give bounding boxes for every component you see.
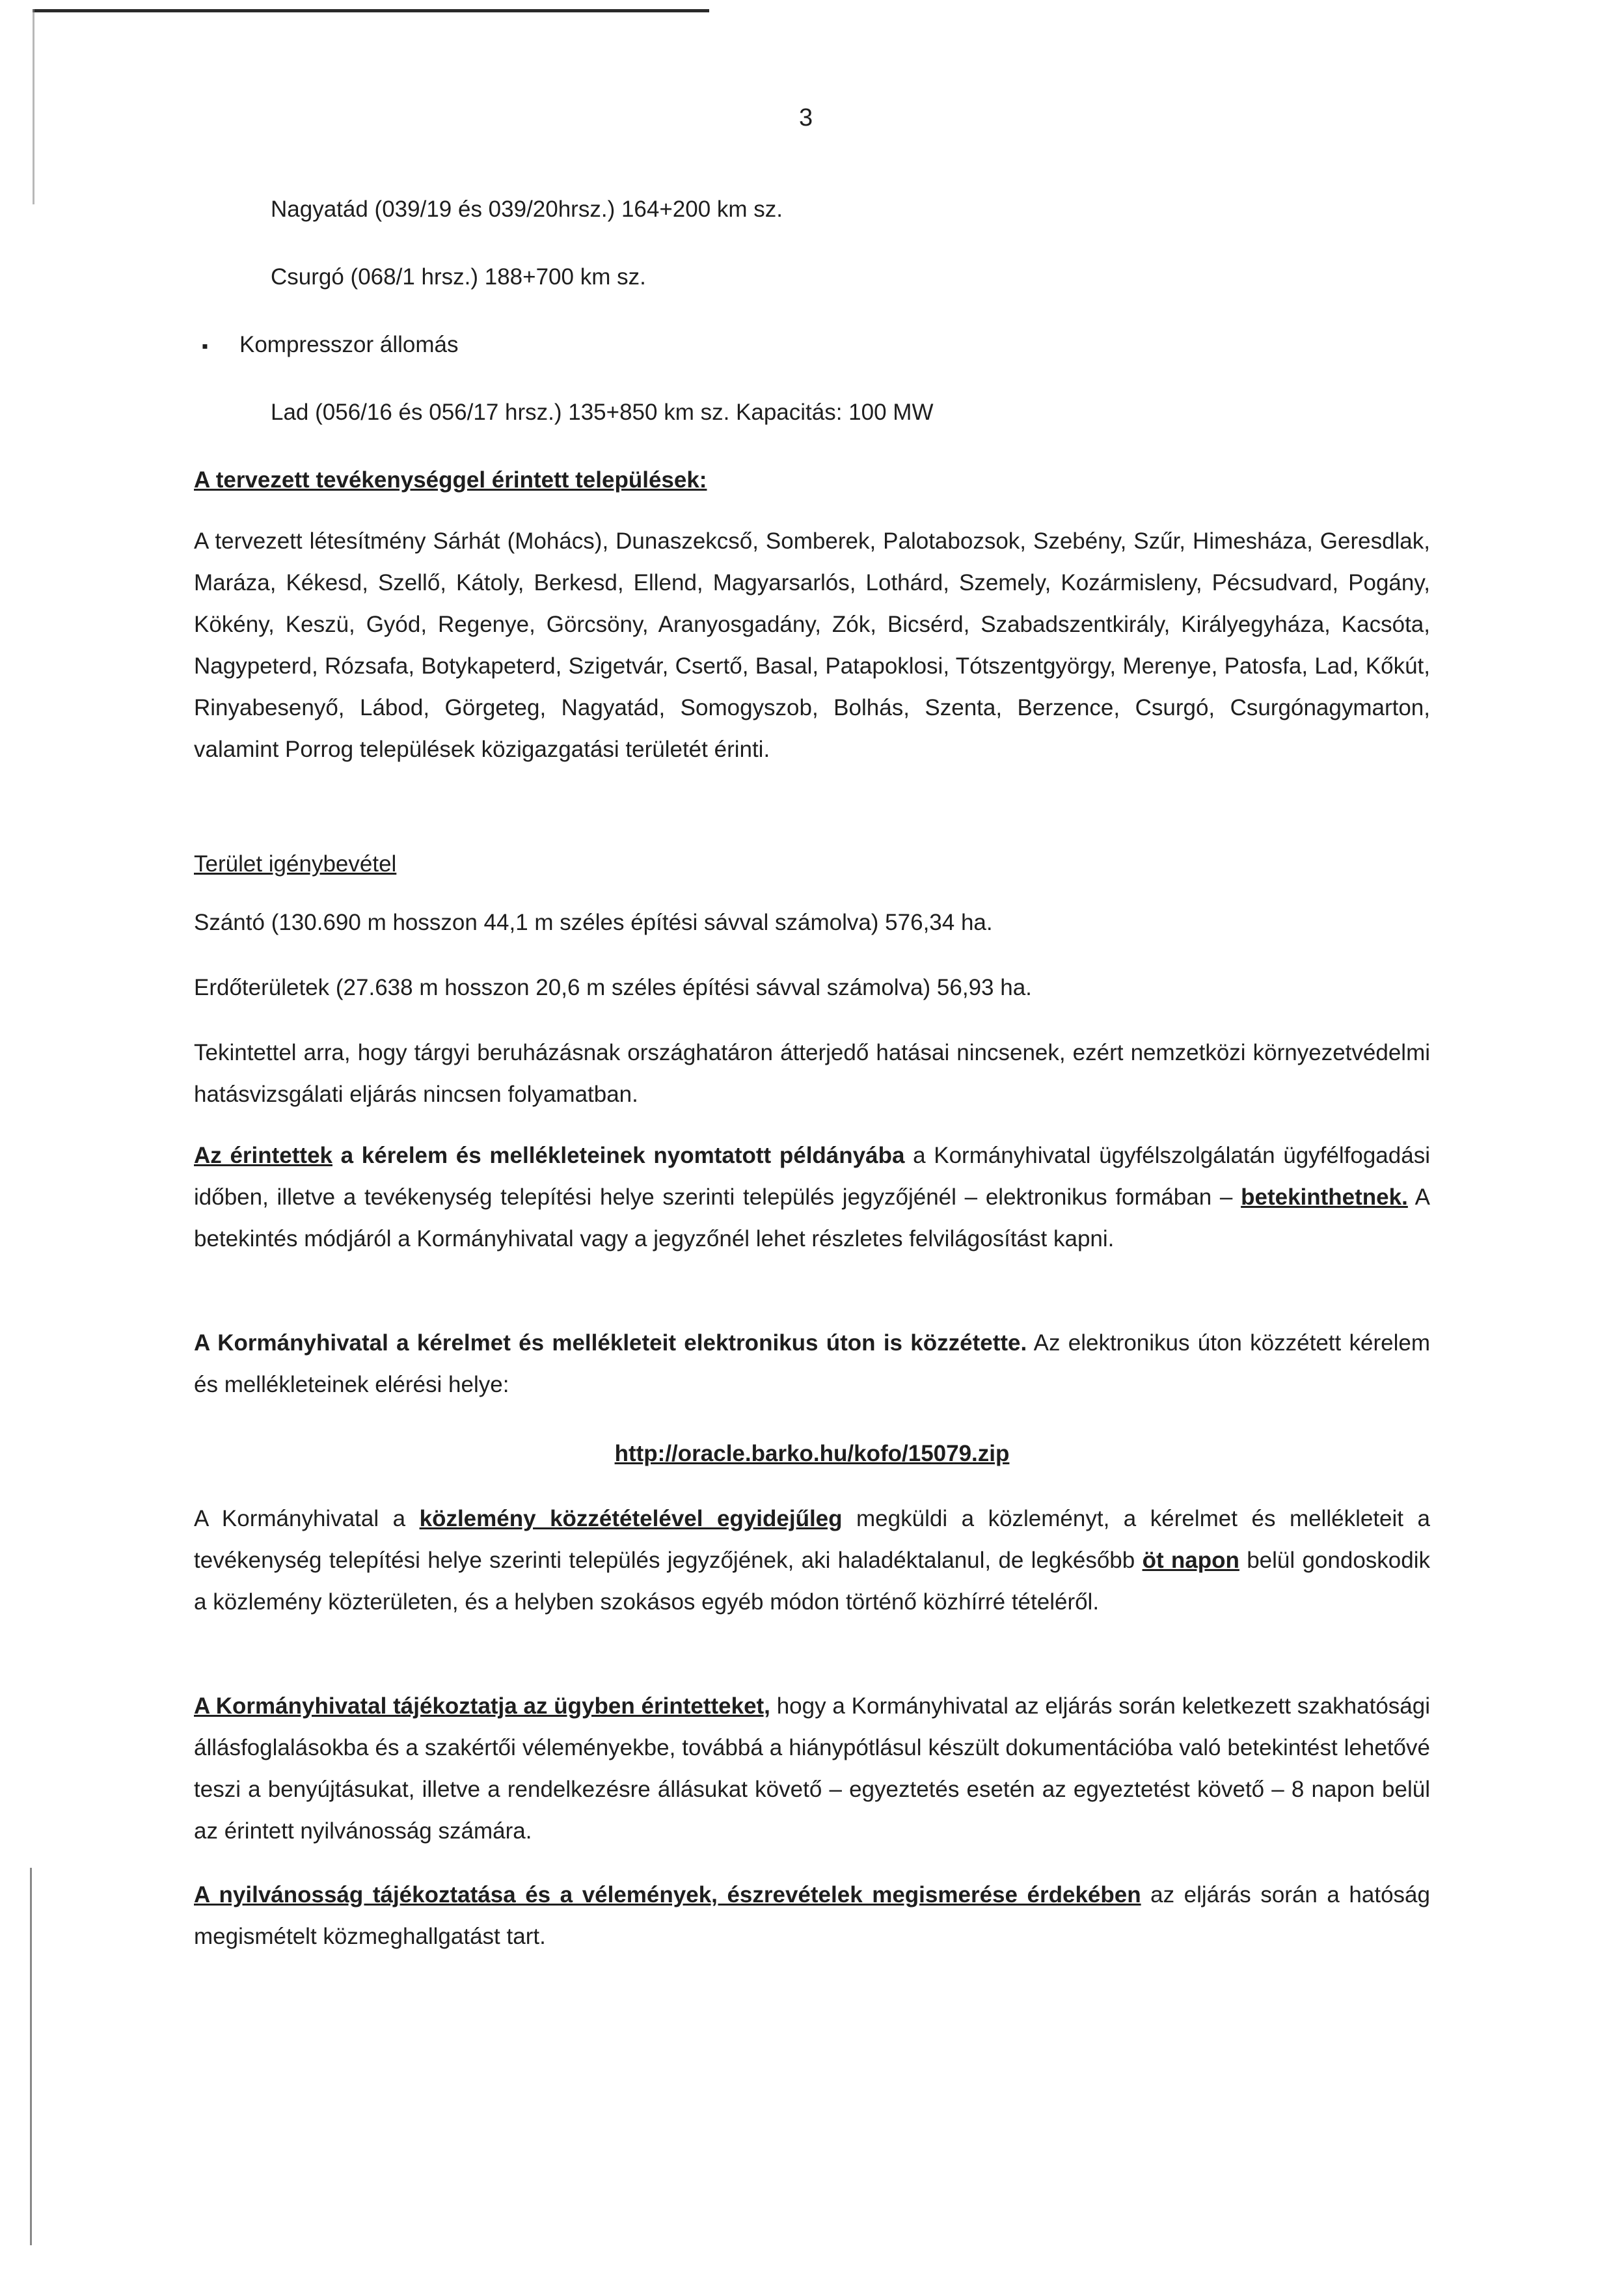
settlements-heading-text: A tervezett tevékenységgel érintett települések: — [194, 467, 707, 493]
land-use-heading-text: Terület igénybevétel — [194, 851, 397, 877]
station-line-nagyatad: Nagyatád (039/19 és 039/20hrsz.) 164+200 km sz. — [271, 197, 783, 222]
hearing-body: az eljárás során a hatóság megismételt közmeghallgatást tart. — [194, 1882, 1430, 1949]
informs-paragraph — [194, 1686, 1430, 1852]
compressor-detail: Lad (056/16 és 056/17 hrsz.) 135+850 km sz. Kapacitás: 100 MW — [271, 400, 934, 425]
notification-paragraph — [194, 1498, 1430, 1623]
bullet-compressor — [194, 324, 459, 367]
inspection-info: A betekintés módjáról a Kormányhivatal vagy a jegyzőnél lehet részletes felvilágosítást kapni. — [194, 1184, 1430, 1251]
land-use-arable: Szántó (130.690 m hosszon 44,1 m széles építési sávval számolva) 576,34 ha. — [194, 910, 993, 935]
bullet-label: Kompresszor állomás — [239, 332, 459, 357]
inspection-object: a kérelem és mellékleteinek nyomtatott példányába — [340, 1143, 905, 1168]
hearing-paragraph — [194, 1874, 1430, 1958]
scan-edge-left-bottom — [30, 1868, 32, 2245]
notification-body: megküldi a közleményt, a kérelmet és mellékleteit a tevékenység telepítési helye szerinti település jegyzőjének, aki haladéktalanul, de legkésőbb — [194, 1506, 1430, 1573]
scan-edge-left — [33, 9, 34, 204]
station-line-csurgo: Csurgó (068/1 hrsz.) 188+700 km sz. — [271, 264, 646, 290]
bullet-icon: ▪ — [202, 336, 208, 356]
download-link-row — [194, 1433, 1430, 1475]
transboundary-paragraph: Tekintettel arra, hogy tárgyi beruházásnak országhatáron átterjedő hatásai nincsenek, ezért nemzetközi környezetvédelmi hatásvizsgálati eljárás nincsen folyamatban. — [194, 1040, 1430, 1107]
inspection-verb: betekinthetnek. — [1241, 1184, 1408, 1210]
inspection-location: a Kormányhivatal ügyfélszolgálatán ügyfélfogadási időben, illetve a tevékenység telepítési helye szerinti település jegyzőjénél – elektronikus formában – — [194, 1143, 1430, 1210]
page-number: 3 — [799, 104, 813, 131]
scan-edge-top — [33, 9, 709, 12]
notification-intro: A Kormányhivatal a — [194, 1506, 406, 1531]
inspection-paragraph — [194, 1135, 1430, 1260]
settlements-paragraph: A tervezett létesítmény Sárhát (Mohács), Dunaszekcső, Somberek, Palotabozsok, Szebény, Szűr, Himesháza, Geresdlak, Maráza, Kékesd, Szellő, Kátoly, Berkesd, Ellend, Magyarsarlós, Lothárd, Szemely, Kozármisleny, Pécsudvard, Pogány, Kökény, Keszü, Gyód, Regenye, Görcsöny, Aranyosgadány, Zók, Bicsérd, Szabadszentkirály, Királyegyháza, Kacsóta, Nagypeterd, Rózsafa, Botykapeterd, Szigetvár, Csertő, Basal, Patapoklosi, Tótszentgyörgy, Merenye, Patosfa, Lad, Kőkút, Rinyabesenyő, Lábod, Görgeteg, Nagyatád, Somogyszob, Bolhás, Szenta, Berzence, Csurgó, Csurgónagymarton, valamint Porrog települések közigazgatási területét érinti. — [194, 528, 1430, 762]
notification-end: belül gondoskodik a közlemény közterületen, és a helyben szokásos egyéb módon történő közhírré tételéről. — [194, 1548, 1430, 1615]
informs-lead: A Kormányhivatal tájékoztatja az ügyben érintetteket, — [194, 1693, 770, 1719]
electronic-statement: A Kormányhivatal a kérelmet és mellékleteit elektronikus úton is közzétette. — [194, 1330, 1027, 1356]
electronic-location-intro: Az elektronikus úton közzétett kérelem és mellékleteinek elérési helye: — [194, 1330, 1431, 1397]
land-use-heading — [194, 843, 1430, 885]
land-use-forest: Erdőterületek (27.638 m hosszon 20,6 m széles építési sávval számolva) 56,93 ha. — [194, 975, 1032, 1000]
notification-simultaneous: közlemény közzétételével egyidejűleg — [419, 1506, 843, 1531]
settlements-heading — [194, 459, 1430, 501]
notification-deadline: öt napon — [1142, 1548, 1239, 1573]
hearing-lead: A nyilvánosság tájékoztatása és a vélemények, észrevételek megismerése érdekében — [194, 1882, 1141, 1907]
electronic-paragraph — [194, 1322, 1430, 1406]
inspection-subject: Az érintettek — [194, 1143, 332, 1168]
informs-body: hogy a Kormányhivatal az eljárás során keletkezett szakhatósági állásfoglalásokba és a szakértői véleményekbe, továbbá a hiánypótlásul készült dokumentációba való betekintést lehetővé teszi a benyújtásukat, illetve a rendelkezésre állásukat követő – egyeztetés esetén az egyeztetést követő – 8 napon belül az érintett nyilvánosság számára. — [194, 1693, 1431, 1844]
download-link[interactable]: http://oracle.barko.hu/kofo/15079.zip — [614, 1441, 1010, 1466]
